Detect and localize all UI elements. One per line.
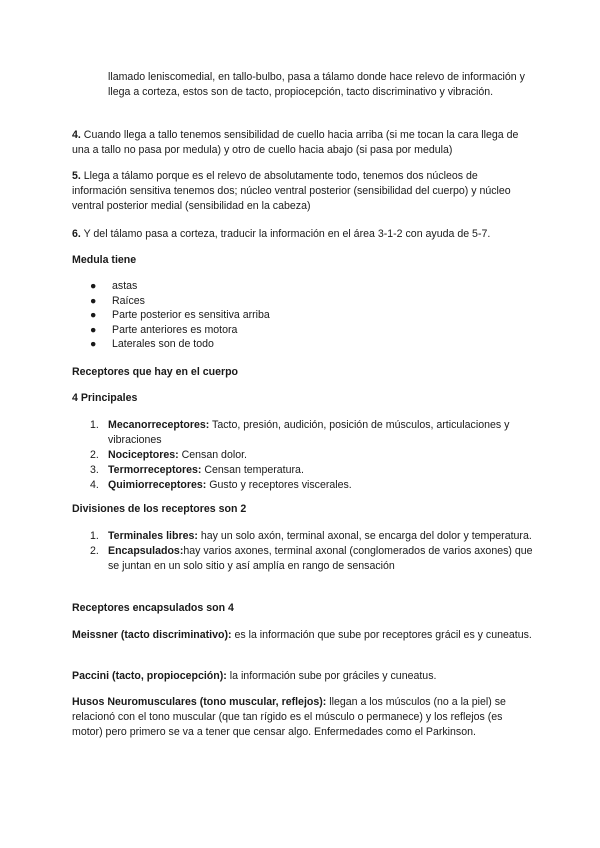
bullet-icon: ●: [90, 280, 97, 292]
list-item: 3. Termorreceptores: Censan temperatura.: [90, 464, 304, 476]
list-item: 2. Nociceptores: Censan dolor.: [90, 449, 247, 461]
point-text: Y del tálamo pasa a corteza, traducir la información en el área 3-1-2 con ayuda de 5-7.: [80, 228, 491, 240]
point-number: 5.: [72, 170, 81, 182]
list-item: ● astas: [90, 280, 138, 292]
paccini-entry: Paccini (tacto, propiocepción): la información sube por gráciles y cuneatus.: [72, 670, 437, 682]
husos-entry: Husos Neuromusculares (tono muscular, reflejos): llegan a los músculos (no a la piel) se relacionó con el tono muscular (que tan rígido es el músculo o permanece) y los reflejos (es motor) pero primero se va a tener que censar algo. Enfermedades como el Parkinson.: [72, 696, 506, 738]
encapsulados-heading: Receptores encapsulados son 4: [72, 602, 234, 614]
point-number: 6.: [72, 228, 81, 240]
list-item: ● Laterales son de todo: [90, 338, 214, 351]
medula-heading: Medula tiene: [72, 254, 137, 266]
bullet-icon: ●: [90, 323, 97, 336]
list-item: 4. Quimiorreceptores: Gusto y receptores viscerales.: [90, 479, 352, 491]
intro-continuation: llamado leniscomedial, en tallo-bulbo, pasa a tálamo donde hace relevo de información y llega a corteza, estos son de tacto, propiocepción, tacto discriminativo y vibración.: [108, 71, 525, 98]
numbered-point-5: [72, 169, 534, 214]
bullet-icon: ●: [90, 309, 97, 322]
numbered-point-6: [72, 227, 534, 242]
point-text: Cuando llega a tallo tenemos sensibilidad de cuello hacia arriba (si me tocan la cara llega de una a tallo no pasa por medula) y otro de cuello hacia abajo (si pasa por medula): [72, 129, 519, 156]
meissner-entry: Meissner (tacto discriminativo): es la información que sube por receptores grácil es y cuneatus.: [72, 629, 532, 641]
divisiones-heading: Divisiones de los receptores son 2: [72, 503, 247, 515]
medula-list: [90, 279, 530, 352]
principales-subheading: 4 Principales: [72, 392, 138, 404]
list-item: ● Raíces: [90, 294, 145, 307]
bullet-icon: ●: [90, 294, 97, 307]
divisiones-list: [72, 529, 534, 574]
list-item: ● Parte posterior es sensitiva arriba: [90, 309, 270, 322]
list-item: ● Parte anteriores es motora: [90, 323, 238, 336]
list-item: 2. Encapsulados:hay varios axones, terminal axonal (conglomerados de varios axones) que se juntan en un solo sitio y así amplía en rango de sensación: [90, 545, 533, 572]
receptores-heading: Receptores que hay en el cuerpo: [72, 366, 239, 378]
bullet-icon: ●: [90, 338, 97, 351]
point-text: Llega a tálamo porque es el relevo de absolutamente todo, tenemos dos núcleos de información sensitiva tenemos dos; núcleo ventral posterior (sensibilidad del cuerpo) y núcleo ventral posterior medial (sensibilidad en la cabeza): [72, 170, 511, 212]
list-item: 1. Mecanorreceptores: Tacto, presión, audición, posición de músculos, articulaciones y vibraciones: [90, 419, 510, 446]
point-number: 4.: [72, 129, 81, 141]
numbered-point-4: [72, 128, 534, 158]
principales-list: [72, 418, 534, 493]
list-item: 1. Terminales libres: hay un solo axón, terminal axonal, se encarga del dolor y temperatura.: [90, 530, 532, 542]
